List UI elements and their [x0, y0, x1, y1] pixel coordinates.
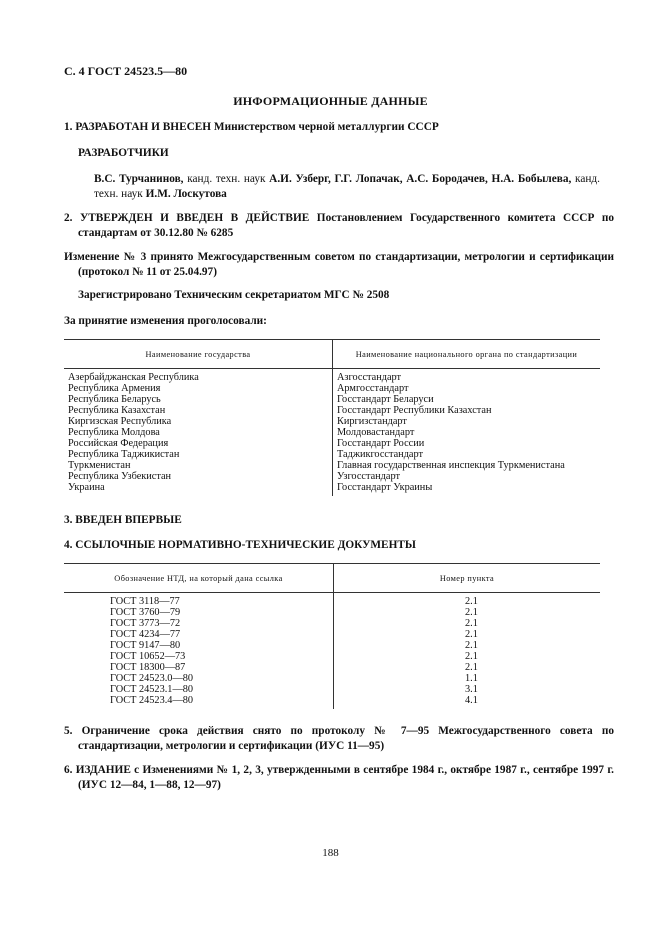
table-row — [64, 651, 600, 662]
agency-cell: Госстандарт России — [337, 438, 425, 449]
state-cell: Украина — [64, 482, 333, 496]
page-header: С. 4 ГОСТ 24523.5—80 — [64, 64, 188, 78]
state-cell: Киргизская Республика — [64, 416, 333, 427]
dev-deg-2: канд. техн. наук — [94, 173, 600, 200]
reference-cell: ГОСТ 3773—72 — [64, 618, 334, 629]
agency-cell: Азгосстандарт — [337, 372, 402, 383]
section-1-lead: РАЗРАБОТАН И ВНЕСЕН — [75, 121, 212, 133]
states-table — [64, 339, 600, 496]
section-2 — [64, 211, 614, 241]
table-row — [64, 471, 600, 482]
dev-names: А.И. Узберг, Г.Г. Лопачак, А.С. Бородачев, Н.А. Бобылева, — [269, 173, 572, 185]
reference-cell: ГОСТ 4234—77 — [64, 629, 334, 640]
page-number: 188 — [322, 847, 339, 859]
state-cell: Туркменистан — [64, 460, 333, 471]
state-cell: Азербайджанская Республика — [64, 369, 333, 384]
clause-col-header: Номер пункта — [334, 564, 601, 593]
table-row — [64, 673, 600, 684]
states-col-header: Наименование государства — [64, 340, 333, 369]
state-cell: Республика Таджикистан — [64, 449, 333, 460]
state-cell: Республика Казахстан — [64, 405, 333, 416]
section-2-lead: УТВЕРЖДЕН И ВВЕДЕН В ДЕЙСТВИЕ — [79, 212, 310, 224]
registered-note: Зарегистрировано Техническим секретариатом МГС № 2508 — [78, 289, 390, 301]
table-row — [64, 662, 600, 673]
reference-cell: ГОСТ 24523.4—80 — [64, 695, 334, 709]
section-4: 4. ССЫЛОЧНЫЕ НОРМАТИВНО-ТЕХНИЧЕСКИЕ ДОКУМЕНТЫ — [64, 539, 416, 551]
reference-cell: ГОСТ 18300—87 — [64, 662, 334, 673]
section-6: 6. ИЗДАНИЕ с Изменениями № 1, 2, 3, утвержденными в сентябре 1984 г., октябре 1987 г., сентябре 1997 г. (ИУС 12—84, 1—88, 12—97) — [64, 764, 614, 791]
table-row — [64, 482, 600, 496]
agency-cell: Армгосстандарт — [337, 383, 409, 394]
table-row — [64, 427, 600, 438]
references-table — [64, 563, 600, 709]
developers-heading: РАЗРАБОТЧИКИ — [78, 147, 169, 159]
state-cell: Республика Узбекистан — [64, 471, 333, 482]
table-row — [64, 460, 600, 471]
reference-cell: ГОСТ 3760—79 — [64, 607, 334, 618]
dev-deg-1: канд. техн. наук — [183, 173, 270, 185]
section-3: 3. ВВЕДЕН ВПЕРВЫЕ — [64, 514, 182, 526]
agency-cell: Таджикгосстандарт — [337, 449, 424, 460]
table-row — [64, 618, 600, 629]
table-row — [64, 383, 600, 394]
agency-cell: Киргизстандарт — [337, 416, 407, 427]
state-cell: Российская Федерация — [64, 438, 333, 449]
agency-cell: Узгосстандарт — [337, 471, 400, 482]
agency-cell: Госстандарт Украины — [337, 482, 433, 493]
agency-cell: Молдовастандарт — [337, 427, 415, 438]
table-row — [64, 369, 600, 384]
table-row — [64, 449, 600, 460]
section-5: 5. Ограничение срока действия снято по протоколу № 7—95 Межгосударственного совета по стандартизации, метрологии и сертификации (ИУС 11—95) — [64, 725, 614, 752]
reference-cell: ГОСТ 9147—80 — [64, 640, 334, 651]
clause-cell: 2.1 — [465, 629, 478, 640]
ref-col-header: Обозначение НТД, на который дана ссылка — [64, 564, 334, 593]
table-row — [64, 405, 600, 416]
section-2-num: 2. — [64, 212, 73, 224]
agency-cell: Госстандарт Республики Казахстан — [337, 405, 492, 416]
clause-cell: 4.1 — [465, 695, 478, 706]
table-row — [64, 684, 600, 695]
table-row — [64, 593, 600, 608]
table-row — [64, 629, 600, 640]
clause-cell: 2.1 — [465, 640, 478, 651]
table-row — [64, 416, 600, 427]
state-cell: Республика Молдова — [64, 427, 333, 438]
section-1-num: 1. — [64, 121, 73, 133]
table-row — [64, 695, 600, 709]
agency-cell: Госстандарт Беларуси — [337, 394, 434, 405]
reference-cell: ГОСТ 24523.0—80 — [64, 673, 334, 684]
table-row — [64, 394, 600, 405]
section-2-text: Постановлением Государственного комитета СССР по стандартам от 30.12.80 № 6285 — [78, 212, 615, 239]
table-row — [64, 607, 600, 618]
voted-note: За принятие изменения проголосовали: — [64, 315, 267, 327]
dev-last: И.М. Лоскутова — [145, 188, 227, 200]
clause-cell: 2.1 — [465, 596, 478, 607]
agency-cell: Главная государственная инспекция Туркменистана — [337, 460, 565, 471]
clause-cell: 2.1 — [465, 651, 478, 662]
table-row — [64, 640, 600, 651]
clause-cell: 2.1 — [465, 662, 478, 673]
reference-cell: ГОСТ 3118—77 — [64, 593, 334, 608]
agency-col-header: Наименование национального органа по стандартизации — [333, 340, 601, 369]
clause-cell: 3.1 — [465, 684, 478, 695]
state-cell: Республика Беларусь — [64, 394, 333, 405]
clause-cell: 2.1 — [465, 607, 478, 618]
section-1-text: Министерством черной металлургии СССР — [211, 121, 439, 133]
clause-cell: 1.1 — [465, 673, 478, 684]
section-1 — [64, 120, 600, 135]
reference-cell: ГОСТ 24523.1—80 — [64, 684, 334, 695]
table-row — [64, 438, 600, 449]
dev-1: В.С. Турчанинов, — [94, 173, 184, 185]
reference-cell: ГОСТ 10652—73 — [64, 651, 334, 662]
page-title: ИНФОРМАЦИОННЫЕ ДАННЫЕ — [233, 94, 428, 108]
state-cell: Республика Армения — [64, 383, 333, 394]
developers-list — [64, 172, 600, 202]
clause-cell: 2.1 — [465, 618, 478, 629]
change-note: Изменение № 3 принято Межгосударственным советом по стандартизации, метрологии и сертификации (протокол № 11 от 25.04.97) — [64, 251, 614, 278]
